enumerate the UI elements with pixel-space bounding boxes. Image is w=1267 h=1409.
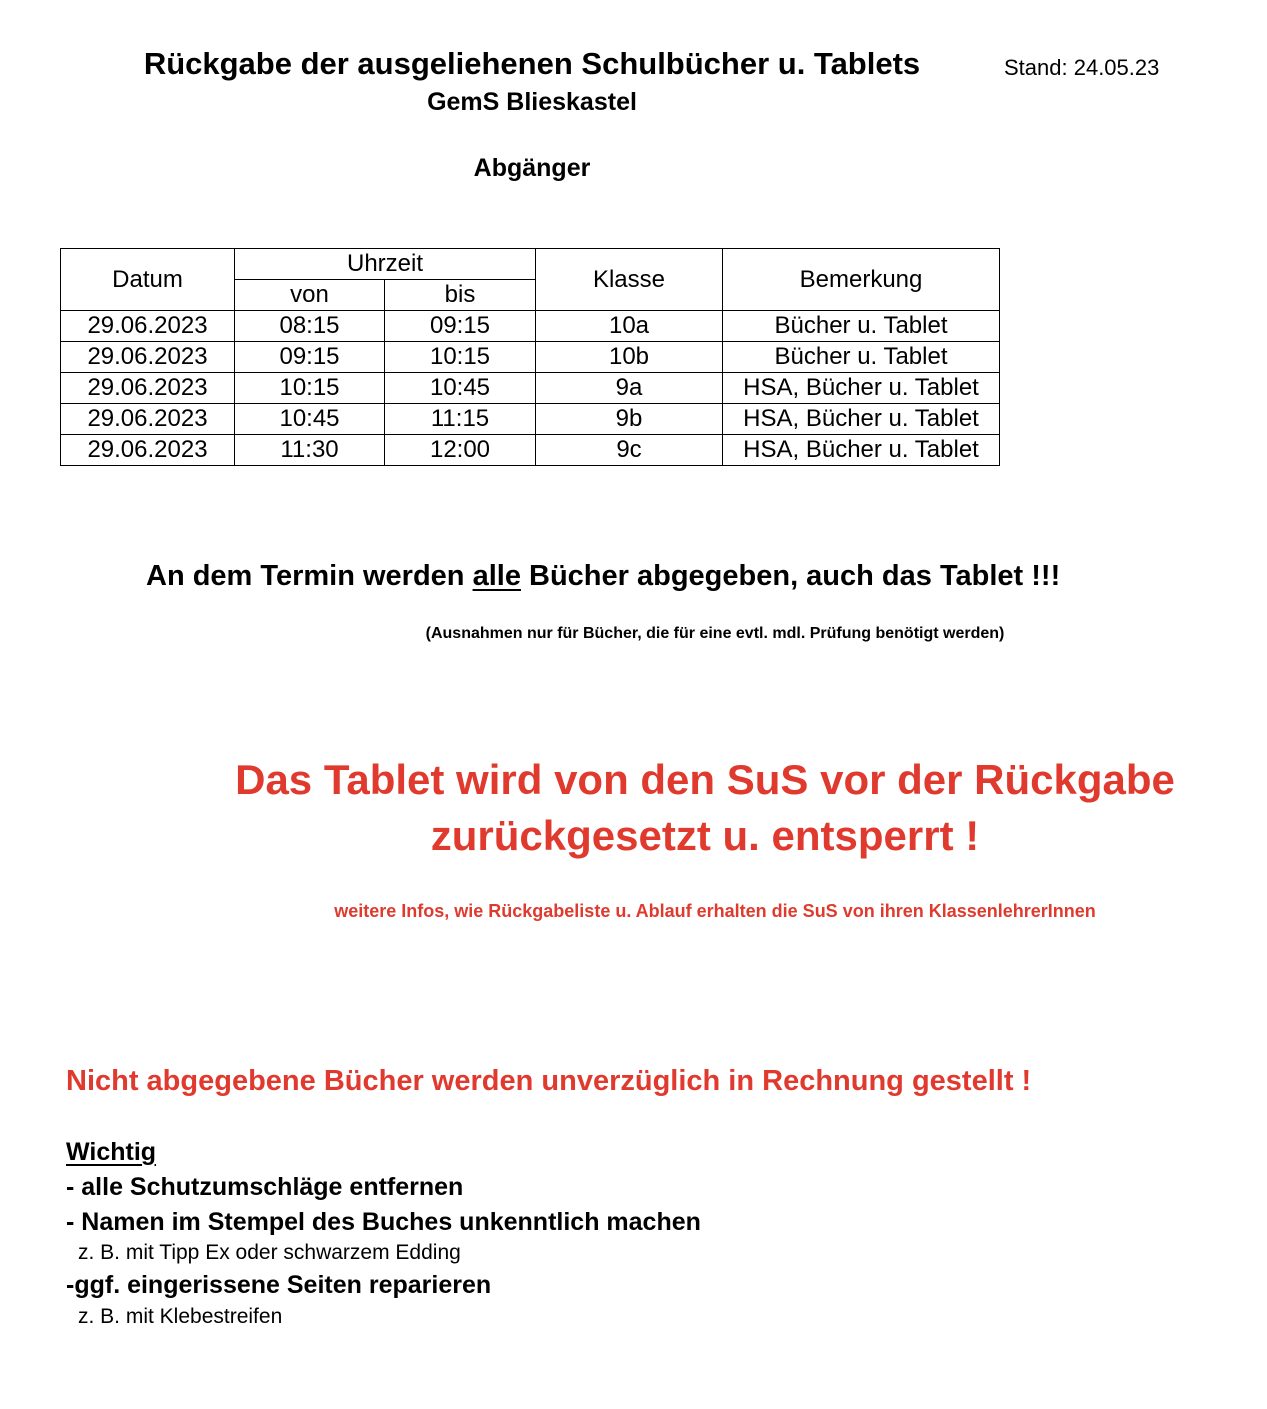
return-notice [146,556,1060,596]
cell-bis: 10:45 [385,373,536,404]
column-header-bis: bis [385,280,536,311]
table-header-row [61,249,1000,280]
warning-line-2: zurückgesetzt u. entsperrt ! [430,812,980,859]
column-header-klasse: Klasse [536,249,723,311]
cell-datum: 29.06.2023 [61,404,235,435]
cell-bemerkung: HSA, Bücher u. Tablet [723,373,1000,404]
notice-text-before: An dem Termin werden [146,560,473,592]
cell-klasse: 9c [536,435,723,466]
return-schedule-table [60,248,1000,466]
rule-obscure-names: - Namen im Stempel des Buches unkenntlich machen [66,1208,701,1236]
cell-bemerkung: HSA, Bücher u. Tablet [723,404,1000,435]
rule-repair-pages-hint: z. B. mit Klebestreifen [78,1305,283,1328]
cell-bemerkung: Bücher u. Tablet [723,342,1000,373]
notice-emphasis: alle [472,560,521,592]
cell-klasse: 10b [536,342,723,373]
column-header-datum: Datum [61,249,235,311]
rule-repair-pages: -ggf. eingerissene Seiten reparieren [66,1271,492,1299]
cell-von: 11:30 [235,435,385,466]
cell-klasse: 10a [536,311,723,342]
cell-von: 09:15 [235,342,385,373]
notice-text-after: Bücher abgegeben, auch das Tablet !!! [520,560,1061,592]
cell-bis: 12:00 [385,435,536,466]
document-subtitle: Abgänger [473,154,591,182]
cell-von: 08:15 [235,311,385,342]
rule-remove-covers: - alle Schutzumschläge entfernen [66,1173,464,1201]
cell-von: 10:15 [235,373,385,404]
further-info-note: weitere Infos, wie Rückgabeliste u. Ablauf erhalten die SuS von ihren KlassenlehrerInnen [334,901,1096,921]
exception-note: (Ausnahmen nur für Bücher, die für eine evtl. mdl. Prüfung benötigt werden) [425,625,1005,642]
cell-bemerkung: Bücher u. Tablet [723,311,1000,342]
cell-datum: 29.06.2023 [61,435,235,466]
document-title: Rückgabe der ausgeliehenen Schulbücher u. Tablets [143,46,921,81]
warning-line-1: Das Tablet wird von den SuS vor der Rückgabe [235,756,1175,803]
billing-warning: Nicht abgegebene Bücher werden unverzüglich in Rechnung gestellt ! [66,1065,1032,1097]
cell-bis: 09:15 [385,311,536,342]
table-row [61,342,1000,373]
table-row [61,435,1000,466]
cell-bis: 10:15 [385,342,536,373]
table-row [61,373,1000,404]
cell-klasse: 9a [536,373,723,404]
cell-von: 10:45 [235,404,385,435]
column-header-uhrzeit: Uhrzeit [235,249,536,280]
cell-datum: 29.06.2023 [61,373,235,404]
cell-datum: 29.06.2023 [61,311,235,342]
tablet-reset-warning [60,752,1250,864]
column-header-von: von [235,280,385,311]
stand-date: Stand: 24.05.23 [1004,55,1160,80]
cell-klasse: 9b [536,404,723,435]
cell-bemerkung: HSA, Bücher u. Tablet [723,435,1000,466]
rule-obscure-names-hint: z. B. mit Tipp Ex oder schwarzem Edding [78,1241,461,1264]
cell-bis: 11:15 [385,404,536,435]
school-name: GemS Blieskastel [427,88,637,116]
cell-datum: 29.06.2023 [61,342,235,373]
table-row [61,404,1000,435]
important-heading: Wichtig [66,1138,157,1166]
column-header-bemerkung: Bemerkung [723,249,1000,311]
table-row [61,311,1000,342]
